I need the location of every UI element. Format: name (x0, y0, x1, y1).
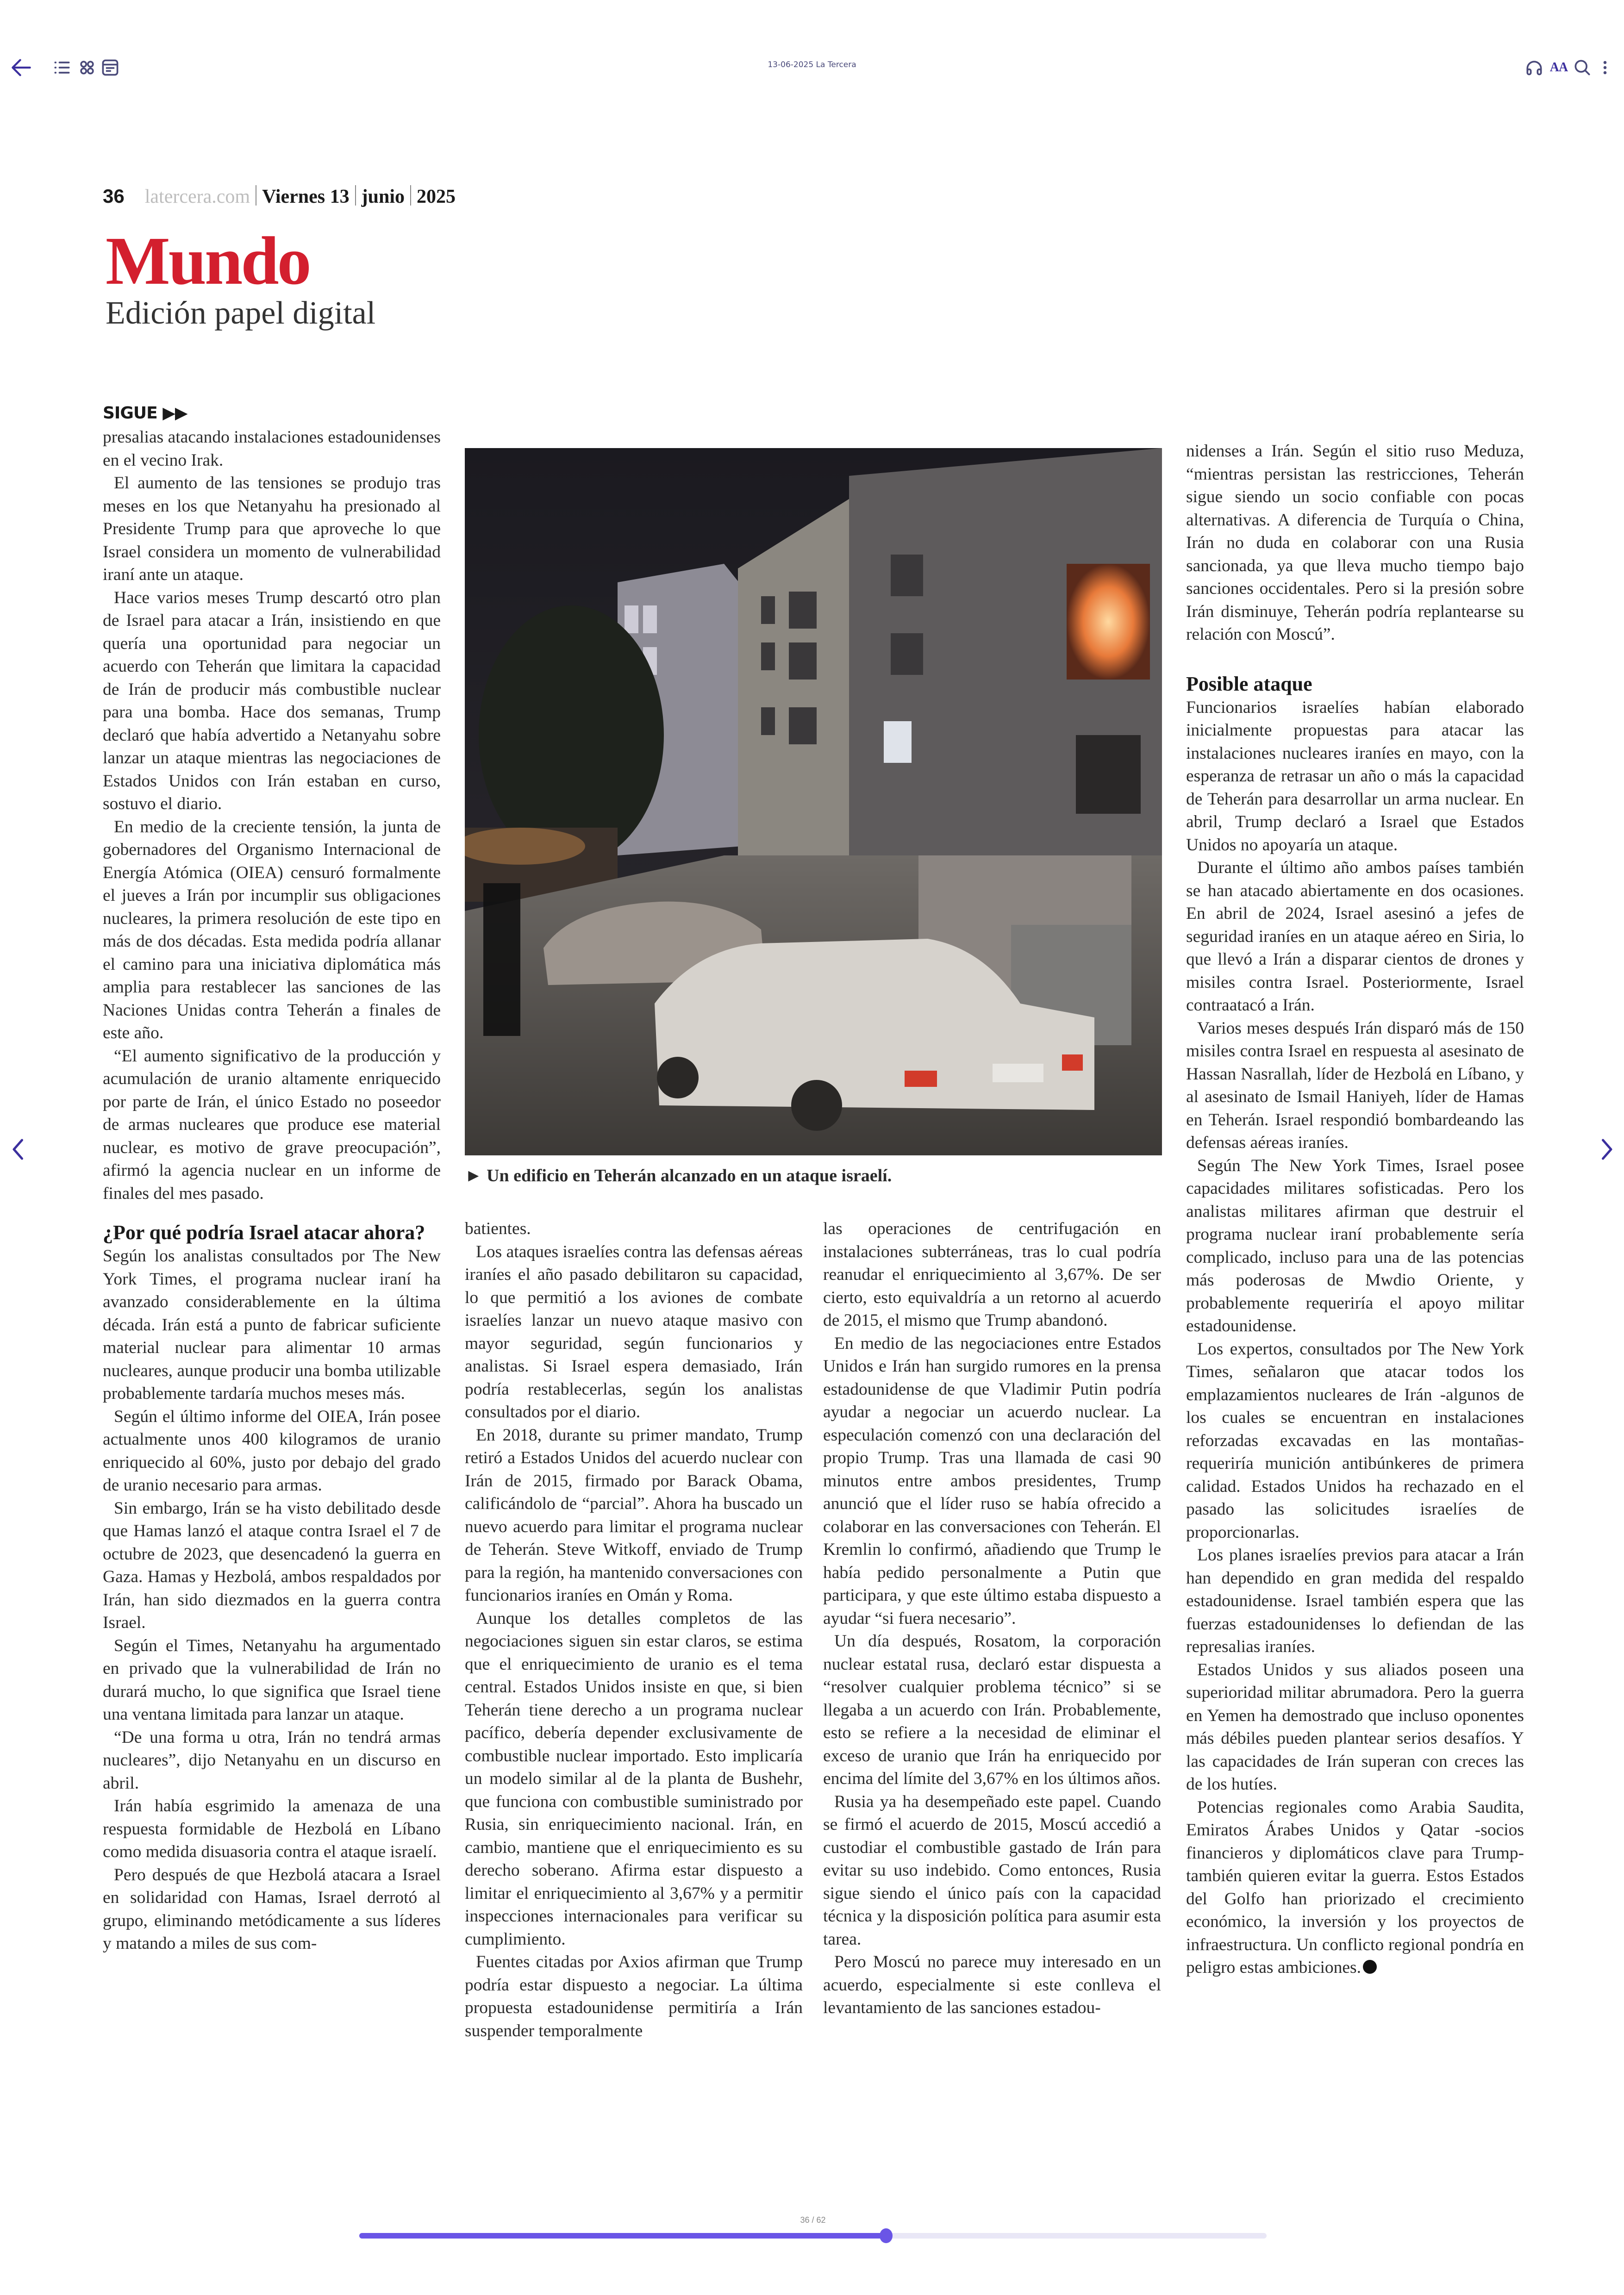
paragraph: Hace varios meses Trump descartó otro plan de Israel para atacar a Irán, insistiendo en que quería una oportunidad para negociar un acuerdo con Teherán que limitara la capacidad de Irán de producir más combustible nuclear para una bomba. Hace dos semanas, Trump declaró que había advertido a Netanyahu sobre lanzar un ataque mientras las negociaciones de Estados Unidos con Irán estaban en curso, sostuvo el diario. (103, 588, 441, 813)
chevron-right-icon (1593, 1133, 1620, 1166)
article-column-1 (103, 426, 441, 1955)
edition-label: Edición papel digital (106, 295, 376, 331)
paragraph: Un día después, Rosatom, la corporación nuclear estatal rusa, declaró estar dispuesta a “resolver cualquier problema técnico” si se llegaba a un acuerdo con Irán. Probablemente, esto se refiere a la necesidad de eliminar el exceso de uranio que Irán ha enriquecido por encima del límite del 3,67% en los últimos años. (823, 1632, 1161, 1788)
next-page-button[interactable] (1593, 1133, 1620, 1166)
listen-button[interactable] (1524, 57, 1544, 78)
slider-track[interactable] (359, 2233, 1267, 2239)
paragraph: presalias atacando instalaciones estadounidenses en el vecino Irak. (103, 428, 441, 470)
paragraph: Varios meses después Irán disparó más de 150 misiles contra Israel en respuesta al asesinato de Hassan Nasrallah, líder de Hezbolá en Líbano, y al asesinato de Ismail Haniyeh, líder de Hamas en Teherán. Israel respondió bombardeando las defensas aéreas iraníes. (1186, 1018, 1524, 1152)
font-size-button[interactable] (1547, 57, 1570, 78)
search-button[interactable] (1572, 57, 1593, 78)
paragraph: batientes. (465, 1219, 531, 1238)
article-photo (465, 448, 1162, 1155)
slider-thumb[interactable] (880, 2228, 893, 2243)
end-of-article-icon (1363, 1960, 1377, 1974)
paragraph: Funcionarios israelíes habían elaborado inicialmente propuestas para atacar las instalaciones nucleares iraníes en mayo, con la esperanza de retrasar un año o más la capacidad de Teherán para desarrollar un arma nuclear. En abril, Trump declaró a Israel que Estados Unidos no apoyaría un ataque. (1186, 698, 1524, 854)
site-name: latercera.com (144, 186, 250, 207)
paragraph: nidenses a Irán. Según el sitio ruso Meduza, “mientras persistan las restricciones, Teherán sigue siendo un socio confiable con pocas alternativas. A diferencia de Turquía o China, Irán no duda en colaborar con una Rusia sancionada, ya que lleva mucho tiempo bajo sanciones occidentales. Pero si la presión sobre Irán disminuye, Teherán podría replantearse su relación con Moscú”. (1186, 442, 1524, 644)
paragraph: Rusia ya ha desempeñado este papel. Cuando se firmó el acuerdo de 2015, Moscú accedió a custodiar el combustible gastado de Irán para evitar su uso indebido. Como entonces, Rusia sigue siendo el único país con la capacidad técnica y la disposición política para asumir esta tarea. (823, 1792, 1161, 1949)
page-number: 36 (103, 185, 125, 207)
paragraph: Fuentes citadas por Axios afirman que Trump podría estar dispuesto a negociar. La última propuesta estadounidense permitiría a Irán suspender temporalmente (465, 1952, 803, 2040)
subhead-why-now: ¿Por qué podría Israel atacar ahora? (103, 1221, 425, 1244)
paragraph: Los expertos, consultados por The New York Times, señalaron que atacar todos los emplazamientos nucleares de Irán -algunos de los cuales se encuentran en instalaciones reforzadas excavadas en las montañas- requeriría munición antibúnkeres de primera calidad. Estados Unidos ha rechazado en el pasado las solicitudes israelíes de proporcionarlas. (1186, 1339, 1524, 1542)
subhead-possible-attack: Posible ataque (1186, 672, 1312, 695)
paragraph: Durante el último año ambos países también se han atacado abiertamente en dos ocasiones. En abril de 2024, Israel asesinó a jefes de seguridad iraníes en un ataque aéreo en Siria, lo que llevó a Irán a disparar cientos de drones y misiles contra Israel. Posteriormente, Israel contraatacó a Irán. (1186, 858, 1524, 1015)
paragraph: Pero Moscú no parece muy interesado en un acuerdo, especialmente si este conlleva el levantamiento de las sanciones estadou- (823, 1952, 1161, 2017)
paragraph: El aumento de las tensiones se produjo tras meses en los que Netanyahu ha presionado al Presidente Trump para que aproveche lo que Israel considera un momento de vulnerabilidad iraní ante un ataque. (103, 474, 441, 584)
previous-page-button[interactable] (5, 1133, 32, 1166)
document-title: 13-06-2025 La Tercera (768, 60, 856, 69)
paragraph: Estados Unidos y sus aliados poseen una superioridad militar abrumadora. Pero la guerra en Yemen ha demostrado que incluso oponentes más débiles pueden plantear serios desafíos. Y las capacidades de Irán superan con creces las de los hutíes. (1186, 1660, 1524, 1794)
paragraph: las operaciones de centrifugación en instalaciones subterráneas, tras lo cual podría reanudar el enriquecimiento al 3,67%. De ser cierto, esto equivaldría a un retorno al acuerdo de 2015, el mismo que Trump abandonó. (823, 1219, 1161, 1330)
paragraph: Según los analistas consultados por The New York Times, el programa nuclear iraní ha avanzado considerablemente en la última década. Irán está a punto de fabricar suficiente material nuclear para alimentar 10 armas nucleares, aunque producir una bomba utilizable probablemente tardaría muchos meses más. (103, 1247, 441, 1403)
reader-toolbar (0, 0, 1624, 134)
paragraph: En medio de las negociaciones entre Estados Unidos e Irán han surgido rumores en la prensa estadounidense de que Vladimir Putin podría ayudar a negociar un acuerdo nuclear. La especulación comenzó con una declaración del propio Trump. Tras una llamada de casi 90 minutos entre ambos presidentes, Trump anunció que el líder ruso se había ofrecido a colaborar en las conversaciones con Teherán. El Kremlin lo confirmó, añadiendo que Trump le había pedido personalmente a Putin que participara, y que este último estaba dispuesto a ayudar “si fuera necesario”. (823, 1334, 1161, 1628)
continues-label: SIGUE ▶▶ (103, 404, 187, 423)
paragraph: Según The New York Times, Israel posee capacidades militares sofisticadas. Pero los analistas militares afirman que destruir el programa nuclear iraní probablemente sería complicado, incluso para una de las potencias más poderosas de Mwdio Oriente, y probablemente requeriría el apoyo militar estadounidense. (1186, 1156, 1524, 1335)
paragraph: En 2018, durante su primer mandato, Trump retiró a Estados Unidos del acuerdo nuclear con Irán de 2015, firmado por Barack Obama, calificándolo de “parcial”. Ahora ha buscado un nuevo acuerdo para limitar el programa nuclear de Teherán. Steve Witkoff, enviado de Trump para la región, ha mantenido conversaciones con funcionarios iraníes en Omán y Roma. (465, 1425, 803, 1605)
section-title: Mundo (106, 223, 310, 299)
more-vertical-icon (1598, 57, 1612, 78)
font-size-icon: AA (1549, 60, 1568, 75)
slider-fill (359, 2233, 886, 2239)
paragraph: Sin embargo, Irán se ha visto debilitado desde que Hamas lanzó el ataque contra Israel el 7 de octubre de 2023, que desencadenó la guerra en Gaza. Hamas y Hezbolá, ambos respaldados por Irán, han sido diezmados en la guerra contra Israel. (103, 1498, 441, 1632)
folio-month: junio (361, 186, 405, 207)
page-folio (103, 185, 456, 208)
article-column-3 (823, 1217, 1161, 2020)
paragraph: “De una forma u otra, Irán no tendrá armas nucleares”, dijo Netanyahu en un discurso en abril. (103, 1727, 441, 1793)
divider (355, 185, 356, 206)
paragraph: En medio de la creciente tensión, la junta de gobernadores del Organismo Internacional de Energía Atómica (OIEA) censuró formalmente el jueves a Irán por incumplir sus obligaciones nucleares, la primera resolución de este tipo en más de dos décadas. Esta medida podría allanar el camino para una iniciativa diplomática más amplia para restablecer las sanciones de las Naciones Unidas contra Teherán a finales de este año. (103, 817, 441, 1042)
more-options-button[interactable] (1598, 57, 1612, 78)
paragraph: Los planes israelíes previos para atacar a Irán han dependido en gran medida del respaldo estadounidense. Israel también espera que las fuerzas estadounidenses lo defiendan de las represalias iraníes. (1186, 1546, 1524, 1656)
paragraph-text: Potencias regionales como Arabia Saudita, Emiratos Árabes Unidos y Qatar -socios financieros y diplomáticos clave para Trump- también quieren evitar la guerra. Estos Estados del Golfo han priorizado el crecimiento económico, la inversión y los proyectos de infraestructura. Un conflicto regional pondría en peligro estas ambiciones. (1186, 1797, 1524, 1977)
paragraph: Los ataques israelíes contra las defensas aéreas iraníes el año pasado debilitaron su capacidad, lo que permitió a los aviones de combate israelíes lanzar un nuevo ataque masivo con mayor seguridad, según funcionarios y analistas. Si Israel espera demasiado, Irán podría restablecerlas, según los analistas consultados por el diario. (465, 1242, 803, 1422)
paragraph: Aunque los detalles completos de las negociaciones siguen sin estar claros, se estima que el enriquecimiento de uranio es el tema central. Estados Unidos insiste en que, si bien Teherán tiene derecho a un programa nuclear pacífico, debería depender exclusivamente de combustible nuclear importado. Esto implicaría un modelo similar al de la planta de Bushehr, que funciona con combustible suministrado por Rusia, sin enriquecimiento nacional. Irán, en cambio, mantiene que el enriquecimiento es su derecho soberano. Afirma estar dispuesto a limitar el enriquecimiento al 3,67% y a permitir inspecciones internacionales para verificar su cumplimiento. (465, 1609, 803, 1949)
article-column-2 (465, 1217, 803, 2042)
paragraph: Según el último informe del OIEA, Irán posee actualmente unos 400 kilogramos de uranio enriquecido al 60%, justo por debajo del grado de uranio necesario para armas. (103, 1407, 441, 1495)
chevron-left-icon (5, 1133, 32, 1166)
page-indicator: 36 / 62 (800, 2215, 826, 2225)
paragraph: Según el Times, Netanyahu ha argumentado en privado que la vulnerabilidad de Irán no durará mucho, lo que significa que Israel tiene una ventana limitada para lanzar un ataque. (103, 1636, 441, 1724)
headphones-icon (1524, 57, 1544, 78)
folio-day: Viernes 13 (262, 186, 350, 207)
photo-caption: ► Un edificio en Teherán alcanzado en un ataque israelí. (465, 1166, 892, 1185)
page-slider[interactable] (359, 2215, 1267, 2250)
folio-year: 2025 (417, 186, 456, 207)
photo-illustration (465, 448, 1162, 1155)
paragraph: “El aumento significativo de la producción y acumulación de uranio altamente enriquecido por parte de Irán, el único Estado no poseedor de armas nucleares que produce ese material nuclear, es motivo de grave preocupación”, afirmó la agencia nuclear en un informe de finales del mes pasado. (103, 1046, 441, 1203)
paragraph: Pero después de que Hezbolá atacara a Israel en solidaridad con Hamas, Israel derrotó al grupo, eliminando metódicamente a sus líderes y matando a miles de sus com- (103, 1865, 441, 1953)
last-paragraph (1186, 1796, 1524, 1979)
search-icon (1572, 57, 1593, 78)
paragraph: Irán había esgrimido la amenaza de una respuesta formidable de Hezbolá en Líbano como medida disuasoria contra el ataque israelí. (103, 1796, 441, 1861)
divider (410, 185, 411, 206)
article-column-4 (1186, 440, 1524, 1979)
